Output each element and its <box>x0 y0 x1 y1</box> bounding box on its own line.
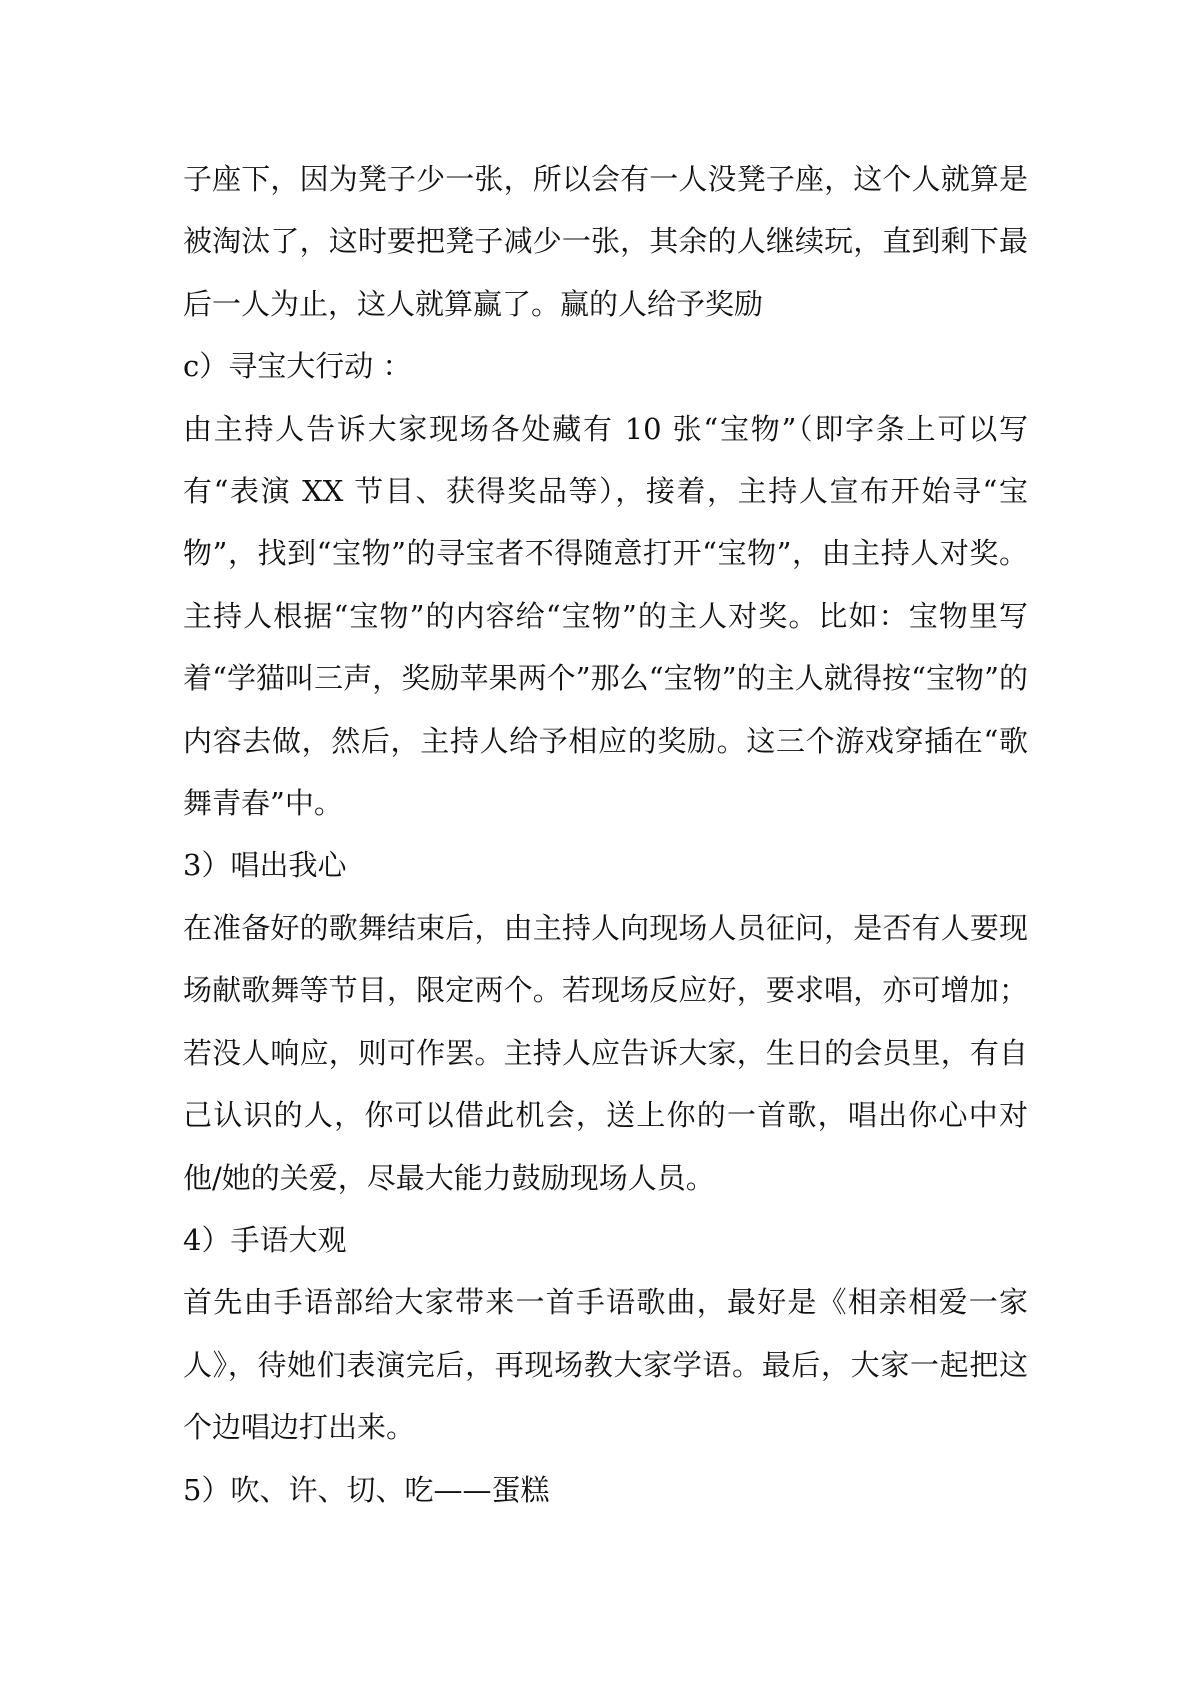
heading-treasure-hunt: c）寻宝大行动 ： <box>183 349 412 384</box>
paragraph-treasure-hunt: 由主持人告诉大家现场各处藏有 10 张“宝物”（即字条上可以写有“表演 XX 节目、获得奖品等），接着，主持人宣布开始寻“宝物”，找到“宝物”的寻宝者不得随意打开“宝物”，由主持人对奖。主持人根据“宝物”的内容给“宝物”的主人对奖。比如：宝物里写着“学猫叫三声，奖励苹果两个”那么“宝物”的主人就得按“宝物”的内容去做，然后，主持人给予相应的奖励。这三个游戏穿插在“歌舞青春”中。 <box>183 411 1028 821</box>
heading-cake: 5）吹、许、切、吃——蛋糕 <box>183 1472 550 1507</box>
paragraph-musical-chairs-end: 子座下，因为凳子少一张，所以会有一人没凳子座，这个人就算是被淘汰了，这时要把凳子减少一张，其余的人继续玩，直到剩下最后一人为止，这人就算赢了。赢的人给予奖励 <box>183 162 1028 321</box>
heading-sign-language: 4）手语大观 <box>183 1222 347 1257</box>
document-body <box>183 148 1028 1521</box>
paragraph-sing-my-heart: 在准备好的歌舞结束后，由主持人向现场人员征问，是否有人要现场献歌舞等节目，限定两个。若现场反应好，要求唱，亦可增加；若没人响应，则可作罢。主持人应告诉大家，生日的会员里，有自己认识的人，你可以借此机会，送上你的一首歌，唱出你心中对他/她的关爱，尽最大能力鼓励现场人员。 <box>183 910 1028 1195</box>
heading-sing-my-heart: 3）唱出我心 <box>183 848 347 883</box>
paragraph-sign-language: 首先由手语部给大家带来一首手语歌曲，最好是《相亲相爱一家人》，待她们表演完后，再现场教大家学语。最后，大家一起把这个边唱边打出来。 <box>183 1285 1028 1445</box>
